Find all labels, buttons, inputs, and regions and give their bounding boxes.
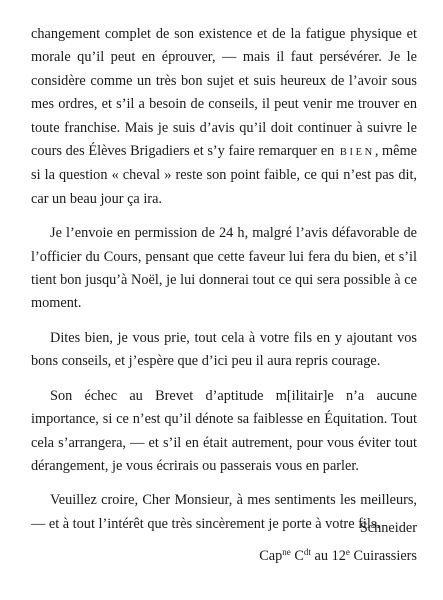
commandant-superscript: dt xyxy=(303,547,311,557)
regiment-number: 12 xyxy=(331,548,346,564)
signature-name: Schneider xyxy=(359,520,417,536)
emphasis-bien: BIEN xyxy=(339,147,375,159)
regiment-superscript: e xyxy=(345,547,350,557)
paragraph-1-text-b: , même si la question « cheval » reste son point faible, ce qui n’est pas dit, car un beau jour ça ira. xyxy=(31,143,417,207)
rank-base: Cap xyxy=(259,548,283,564)
paragraph-1-text-a: changement complet de son existence et de la fatigue physique et morale qu’il peut en éprouver, — mais il faut persévérer. Je le considère comme un très bon sujet et suis heureux de l’avoir sous mes ordres, et s’il a besoin de conseils, il peut venir me trouver en toute franchise. Mais je suis d’avis qu’il doit continuer à suivre le cours des Élèves Brigadiers et s’y faire remarquer en xyxy=(31,26,417,160)
signature-title xyxy=(259,545,417,568)
regiment-name: Cuirassiers xyxy=(353,548,417,564)
commandant-base: C xyxy=(294,548,304,564)
letter-paragraph-4: Son échec au Brevet d’aptitude m[ilitair]e n’a aucune importance, si ce n’est qu’il dénote sa faiblesse en Équitation. Tout cela s’arrangera, — et s’il en était autrement, pour vous éviter tout dérangement, je vous écrirais ou passerais vous en parler. xyxy=(31,387,417,474)
letter-paragraph-5: Veuillez croire, Cher Monsieur, à mes sentiments les meilleurs, — et à tout l’intérêt que très sincèrement je porte à votre fils. xyxy=(31,492,417,532)
letter-page xyxy=(31,23,417,564)
letter-paragraph-3: Dites bien, je vous prie, tout cela à votre fils en y ajoutant vos bons conseils, et j’espère que d’ici peu il aura repris courage. xyxy=(31,329,417,370)
letter-paragraph-2: Je l’envoie en permission de 24 h, malgré l’avis défavorable de l’officier du Cours, pensant que cette faveur lui fera du bien, et s’il tient bon jusqu’à Noël, je lui donnerai tout ce qui sera possible à ce moment. xyxy=(31,225,417,312)
au-word: au xyxy=(314,548,328,564)
rank-superscript: ne xyxy=(282,547,291,557)
letter-paragraph-1 xyxy=(31,23,417,211)
